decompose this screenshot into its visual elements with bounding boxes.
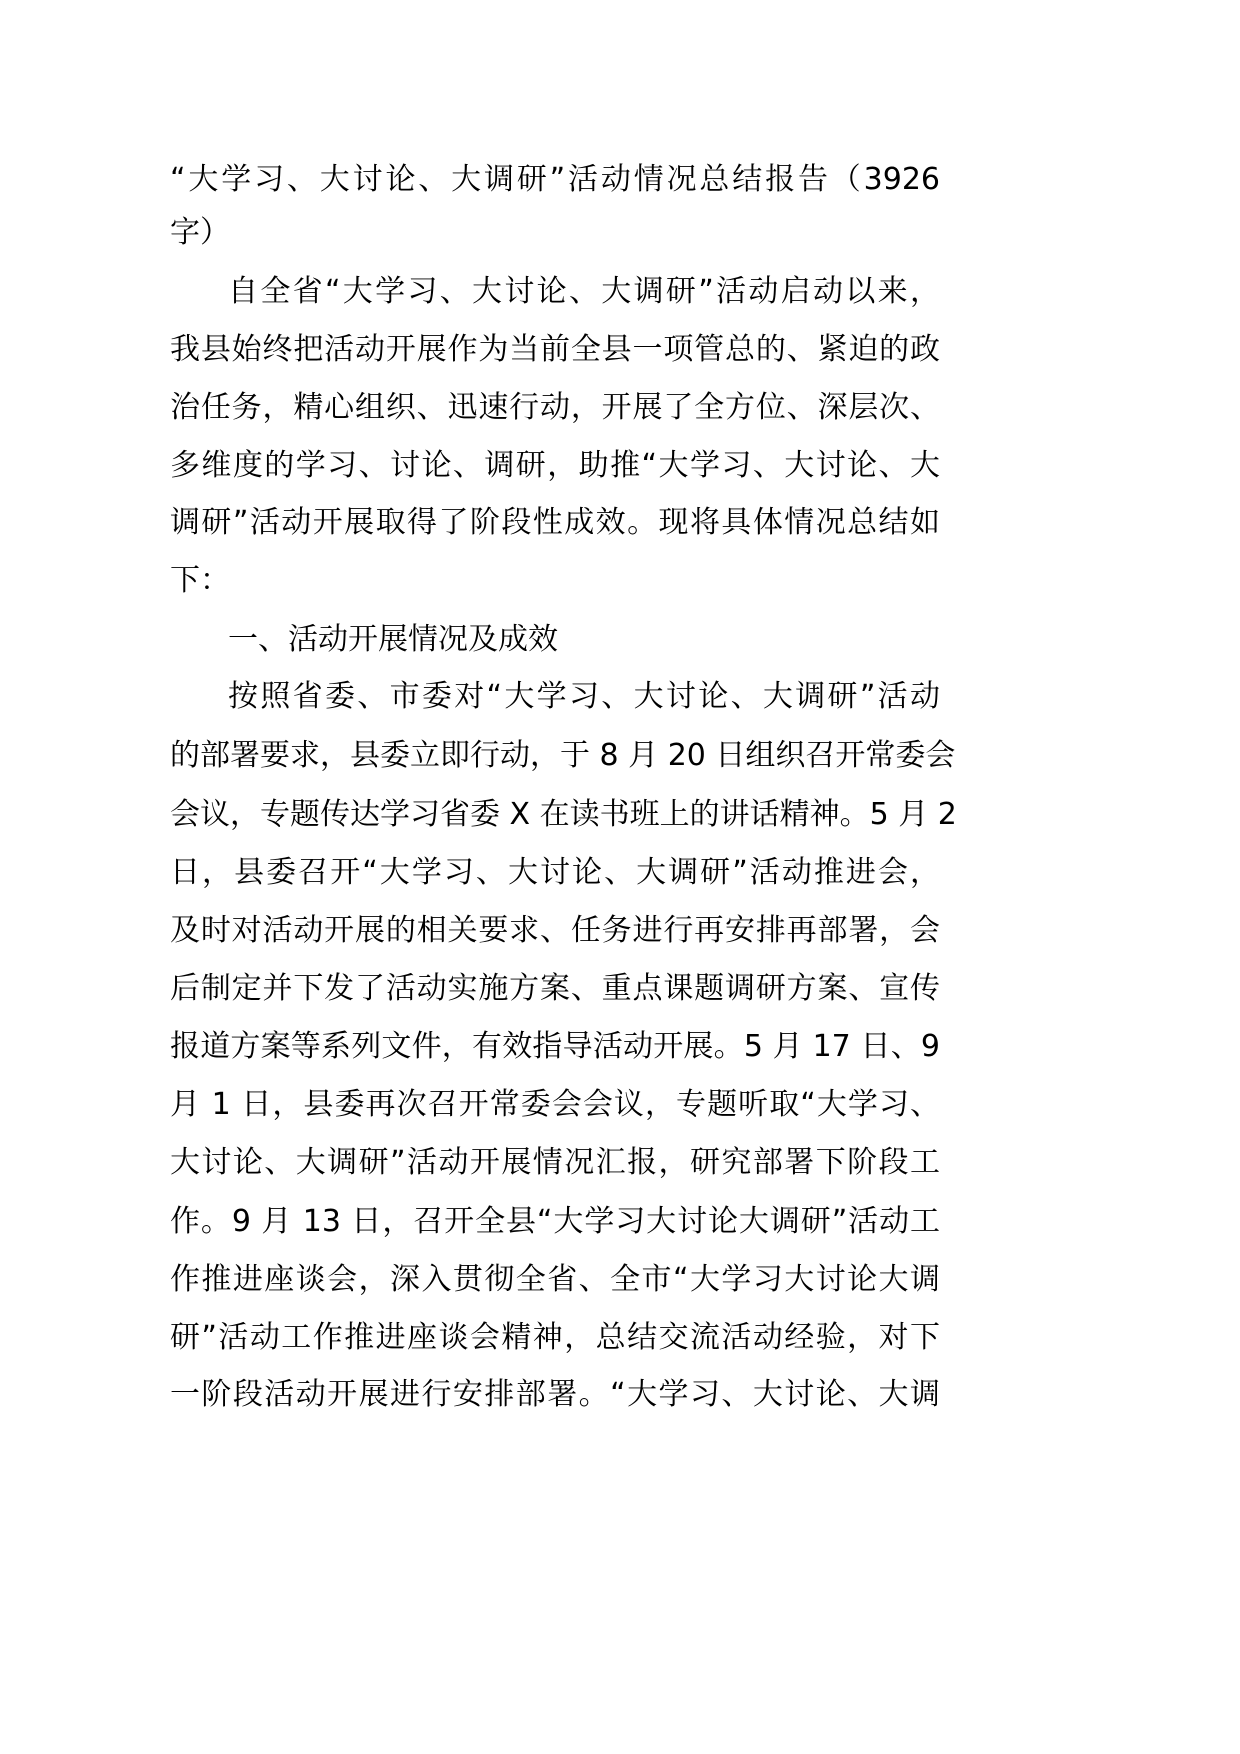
paragraph-line: 调研”活动开展取得了阶段性成效。现将具体情况总结如 [170, 505, 940, 540]
paragraph-line: 月 1 日，县委再次召开常委会会议，专题听取“大学习、 [170, 1087, 940, 1122]
paragraph-line: 大讨论、大调研”活动开展情况汇报，研究部署下阶段工 [170, 1145, 940, 1180]
paragraph-line: 下： [170, 563, 230, 598]
paragraph-line: 及时对活动开展的相关要求、任务进行再安排再部署，会 [170, 913, 940, 948]
paragraph-line: 作。9 月 13 日，召开全县“大学习大讨论大调研”活动工 [170, 1204, 940, 1239]
paragraph-line: 我县始终把活动开展作为当前全县一项管总的、紧迫的政 [170, 332, 940, 367]
paragraph-line: 多维度的学习、讨论、调研，助推“大学习、大讨论、大 [170, 448, 940, 483]
paragraph-line: 一阶段活动开展进行安排部署。“大学习、大讨论、大调 [170, 1377, 940, 1412]
paragraph-line: 报道方案等系列文件，有效指导活动开展。5 月 17 日、9 [170, 1029, 940, 1064]
paragraph-line: 按照省委、市委对“大学习、大讨论、大调研”活动 [228, 679, 940, 714]
paragraph-line: 自全省“大学习、大讨论、大调研”活动启动以来， [228, 274, 940, 309]
paragraph-line: 会议，专题传达学习省委 X 在读书班上的讲话精神。5 月 2 [170, 797, 957, 832]
paragraph-line: 日，县委召开“大学习、大讨论、大调研”活动推进会， [170, 855, 940, 890]
paragraph-line: 作推进座谈会，深入贯彻全省、全市“大学习大讨论大调 [170, 1262, 940, 1297]
document-title-line: 字） [170, 215, 230, 250]
paragraph-line: 后制定并下发了活动实施方案、重点课题调研方案、宣传 [170, 971, 940, 1006]
paragraph-line: 的部署要求，县委立即行动，于 8 月 20 日组织召开常委会 [170, 738, 956, 773]
section-heading: 一、活动开展情况及成效 [228, 622, 558, 657]
document-title-line: “大学习、大讨论、大调研”活动情况总结报告（3926 [170, 162, 940, 197]
paragraph-line: 研”活动工作推进座谈会精神，总结交流活动经验，对下 [170, 1320, 940, 1355]
paragraph-line: 治任务，精心组织、迅速行动，开展了全方位、深层次、 [170, 390, 940, 425]
